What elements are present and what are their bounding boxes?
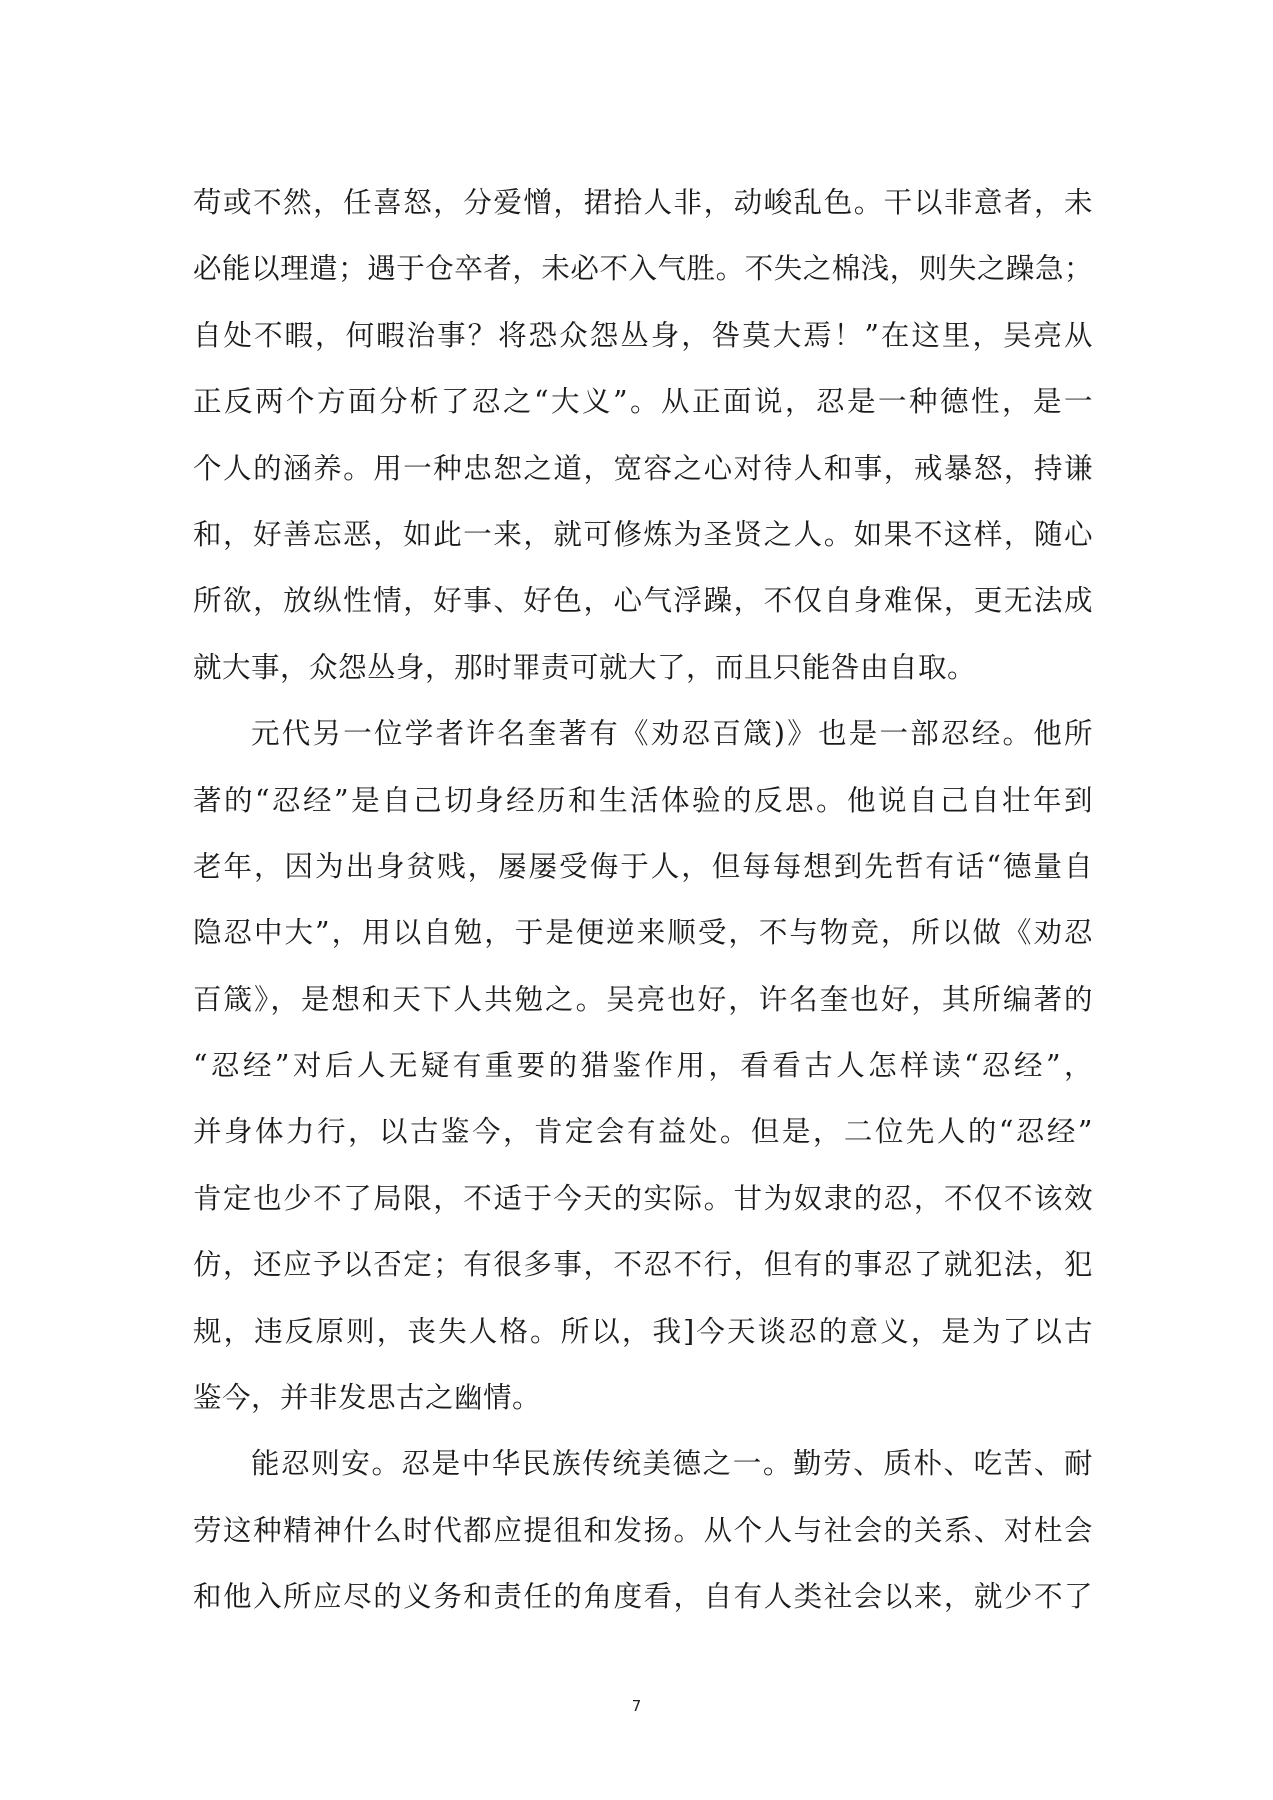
text-line: 鉴今，并非发思古之幽情。	[193, 1381, 542, 1415]
text-line: 正反两个方面分析了忍之“大义”。从正面说，忍是一种德性，是一	[193, 385, 1093, 419]
text-line: 著的“忍经”是自己切身经历和生活体验的反思。他说自己自壮年到	[193, 783, 1093, 817]
text-line: 和，好善忘恶，如此一来，就可修炼为圣贤之人。如果不这样，随心	[193, 517, 1093, 551]
text-line: “忍经”对后人无疑有重要的猎鉴作用，看看古人怎样读“忍经”，	[193, 1049, 1093, 1083]
text-line: 肯定也少不了局限，不适于今天的实际。甘为奴隶的忍，不仅不该效	[193, 1181, 1093, 1215]
paragraph-first-line: 元代另一位学者许名奎著有《劝忍百箴)》也是一部忍经。他所	[251, 717, 1093, 751]
text-line: 老年，因为出身贫贱，屡屡受侮于人，但每每想到先哲有话“德量自	[193, 849, 1093, 883]
text-line: 就大事，众怨丛身，那时罪责可就大了，而且只能咎由自取。	[193, 650, 977, 684]
text-line: 并身体力行，以古鉴今，肯定会有益处。但是，二位先人的“忍经”	[193, 1115, 1093, 1149]
text-line: 隐忍中大”，用以自勉，于是便逆来顺受，不与物竞，所以做《劝忍	[193, 916, 1093, 950]
text-line: 个人的涵养。用一种忠恕之道，宽容之心对待人和事，戒暴怒，持谦	[193, 451, 1093, 485]
text-line: 自处不暇，何暇治事？将恐众怨丛身，咎莫大焉！”在这里，吴亮从	[193, 318, 1093, 352]
text-line: 和他入所应尽的义务和责任的角度看，自有人类社会以来，就少不了	[193, 1580, 1093, 1614]
text-line: 百箴》，是想和天下人共勉之。吴亮也好，许名奎也好，其所编著的	[193, 982, 1093, 1016]
text-line: 规，违反原则，丧失人格。所以，我]今天谈忍的意义，是为了以古	[193, 1314, 1093, 1348]
text-line: 必能以理遣；遇于仓卒者，未必不入气胜。不失之棉浅，则失之躁急；	[193, 252, 1093, 286]
text-line: 劳这种精神什么时代都应提徂和发扬。从个人与社会的关系、对杜会	[193, 1513, 1093, 1547]
body-text	[193, 170, 1093, 1631]
paragraph-first-line: 能忍则安。忍是中华民族传统美德之一。勤劳、质朴、吃苦、耐	[251, 1447, 1093, 1481]
text-line: 仿，还应予以否定；有很多事，不忍不行，但有的事忍了就犯法，犯	[193, 1248, 1093, 1282]
text-line: 所欲，放纵性情，好事、好色，心气浮躁，不仅自身难保，更无法成	[193, 584, 1093, 618]
page-number: 7	[631, 1697, 642, 1715]
text-line: 苟或不然，任喜怒，分爱憎，捃拾人非，动峻乱色。干以非意者，未	[193, 186, 1093, 219]
